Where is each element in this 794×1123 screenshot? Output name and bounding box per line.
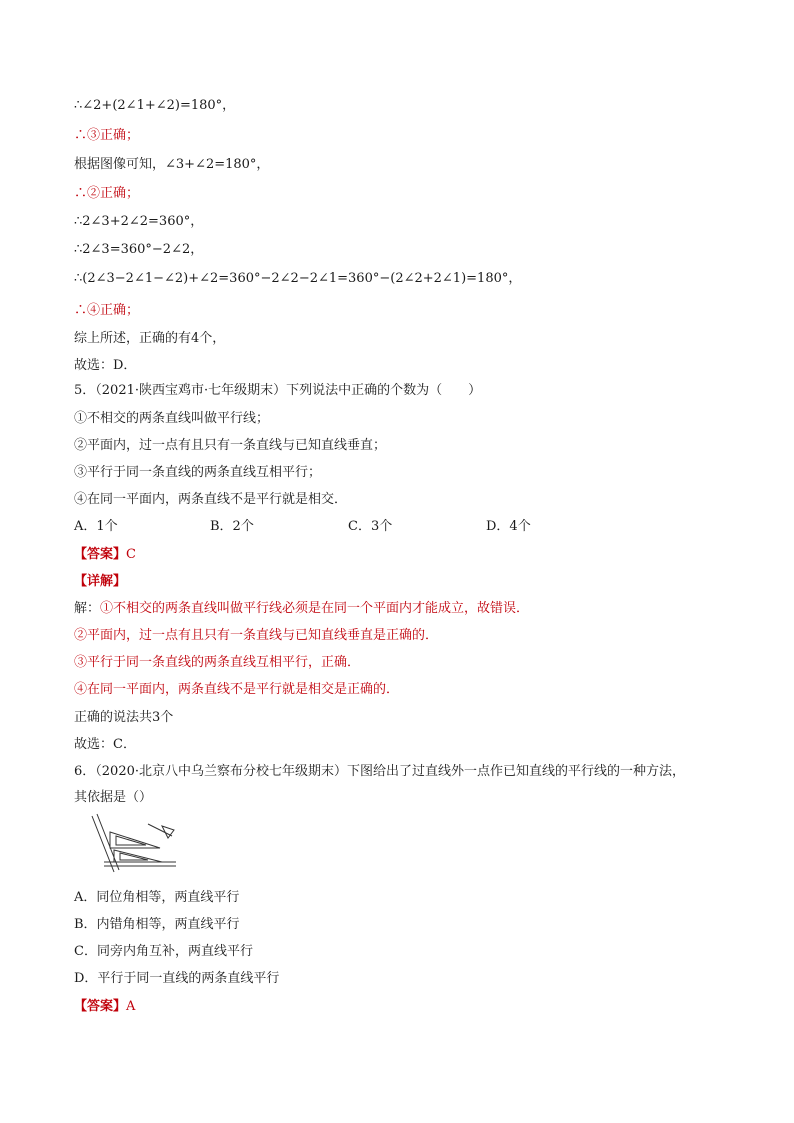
- q5-explanation-1-text: ①不相交的两条直线叫做平行线必须是在同一个平面内才能成立，故错误．: [100, 601, 530, 616]
- q5-option-b: B．2个: [210, 519, 254, 534]
- solution-line-9: 综上所述，正确的有4个，: [74, 331, 226, 346]
- q6-option-d: D．平行于同一直线的两条直线平行: [74, 971, 280, 986]
- q5-explanation-prefix: 解：: [74, 601, 101, 616]
- solution-line-5: ∴2∠3+2∠2=360°，: [74, 214, 204, 229]
- ruler-edge-1: [92, 816, 114, 872]
- set-square-ruler-figure: [88, 812, 180, 876]
- q6-option-b: B．内错角相等，两直线平行: [74, 917, 240, 932]
- q6-stem-line-1: 6．（2020·北京八中乌兰察布分校七年级期末）下图给出了过直线外一点作已知直线的平行线的一种方法，: [74, 764, 685, 779]
- solution-line-2: ∴③正确；: [74, 128, 140, 143]
- solution-line-3: 根据图像可知，∠3+∠2=180°，: [74, 157, 270, 172]
- q6-answer-value: A: [126, 999, 136, 1014]
- q5-explanation-2: ②平面内，过一点有且只有一条直线与已知直线垂直是正确的．: [74, 628, 439, 643]
- solution-line-8: ∴④正确；: [74, 303, 140, 318]
- q5-stem: 5．（2021·陕西宝鸡市·七年级期末）下列说法中正确的个数为（ ）: [74, 383, 482, 398]
- solution-line-4: ∴②正确；: [74, 186, 140, 201]
- q6-answer: [74, 998, 135, 1016]
- set-square-lower-inner: [120, 853, 148, 860]
- q5-statement-1: ①不相交的两条直线叫做平行线；: [74, 411, 270, 426]
- q5-detail-tag: 【详解】: [74, 574, 127, 589]
- q5-option-a: A．1个: [74, 519, 118, 534]
- q6-stem-line-2: 其依据是（）: [74, 790, 153, 805]
- pencil-line: [148, 824, 172, 836]
- set-square-upper: [110, 832, 160, 848]
- q6-option-a: A．同位角相等，两直线平行: [74, 890, 240, 905]
- q5-statement-4: ④在同一平面内，两条直线不是平行就是相交．: [74, 492, 348, 507]
- q5-explanation-3: ③平行于同一条直线的两条直线互相平行，正确．: [74, 655, 361, 670]
- q5-statement-2: ②平面内，过一点有且只有一条直线与已知直线垂直；: [74, 438, 387, 453]
- q5-statement-3: ③平行于同一条直线的两条直线互相平行；: [74, 465, 322, 480]
- solution-line-7: ∴(2∠3−2∠1−∠2)+∠2=360°−2∠2−2∠1=360°−(2∠2+2∠1)=180°，: [74, 271, 522, 286]
- q5-answer-tag: 【答案】: [74, 547, 127, 562]
- q5-option-c: C．3个: [348, 519, 393, 534]
- q5-option-d: D．4个: [486, 519, 531, 534]
- q6-option-c: C．同旁内角互补，两直线平行: [74, 944, 253, 959]
- q5-explanation-4: ④在同一平面内，两条直线不是平行就是相交是正确的．: [74, 682, 400, 697]
- q5-explanation-5: 正确的说法共3个: [74, 710, 174, 725]
- q5-explanation-1: [74, 600, 529, 618]
- solution-line-6: ∴2∠3=360°−2∠2，: [74, 242, 204, 257]
- q5-explanation-6: 故选：C．: [74, 737, 136, 752]
- solution-line-1: ∴∠2+(2∠1+∠2)=180°，: [74, 98, 236, 113]
- q5-answer: [74, 546, 136, 564]
- set-square-upper-inner: [116, 836, 146, 845]
- q6-answer-tag: 【答案】: [74, 999, 127, 1014]
- q5-answer-value: C: [126, 547, 136, 562]
- solution-line-10: 故选：D．: [74, 358, 137, 373]
